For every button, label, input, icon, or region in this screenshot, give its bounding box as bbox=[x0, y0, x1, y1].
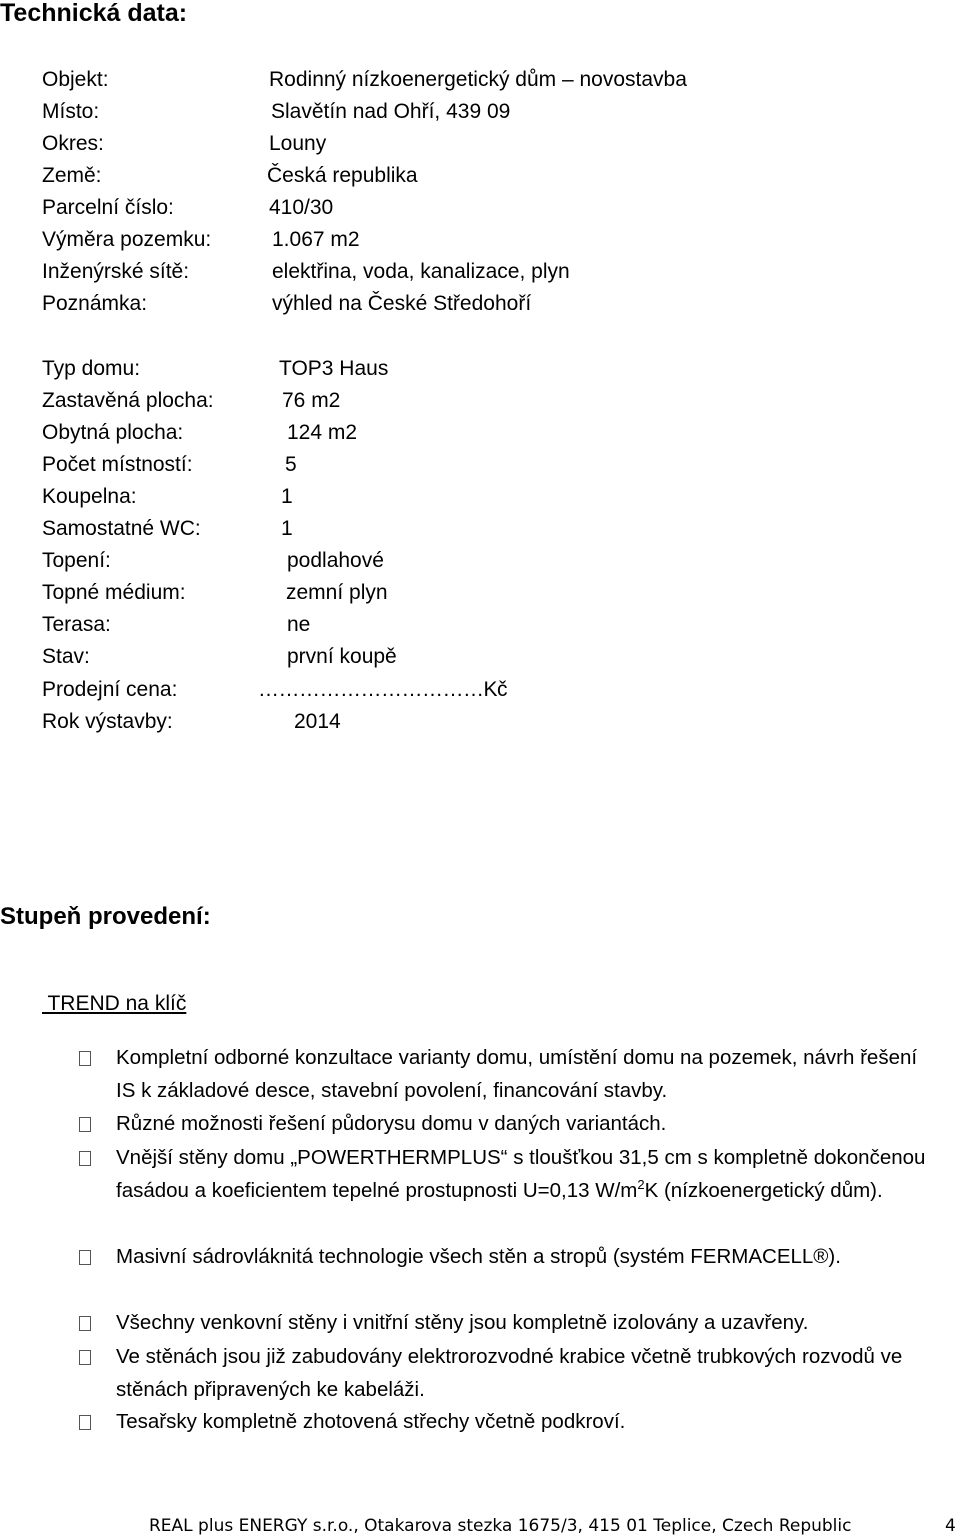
house-value: 1 bbox=[281, 517, 293, 540]
house-value: zemní plyn bbox=[286, 581, 388, 604]
list-item bbox=[79, 1107, 939, 1140]
list-item bbox=[79, 1141, 939, 1207]
bullet-box-icon bbox=[79, 1151, 91, 1166]
bullet-box-icon bbox=[79, 1415, 91, 1430]
bullet-box-icon bbox=[79, 1250, 91, 1265]
list-item bbox=[79, 1041, 939, 1107]
house-label: Topení: bbox=[42, 549, 111, 572]
house-label: Samostatné WC: bbox=[42, 517, 201, 540]
list-item-text: Masivní sádrovláknitá technologie všech stěn a stropů (systém FERMACELL®). bbox=[116, 1245, 841, 1268]
spec-value: Česká republika bbox=[267, 164, 418, 187]
spec-value: výhled na České Středohoří bbox=[272, 292, 532, 315]
house-value: ne bbox=[287, 613, 311, 636]
spec-label: Země: bbox=[42, 164, 102, 187]
house-label: Topné médium: bbox=[42, 581, 186, 604]
house-label: Prodejní cena: bbox=[42, 678, 178, 701]
spec-label: Výměra pozemku: bbox=[42, 228, 212, 251]
house-label: Koupelna: bbox=[42, 485, 137, 508]
list-item-text: Ve stěnách jsou již zabudovány elektrorozvodné krabice včetně trubkových rozvodů ve stěnách připravených ke kabeláži. bbox=[116, 1345, 903, 1401]
house-value: podlahové bbox=[287, 549, 384, 572]
page-heading: Technická data: bbox=[0, 0, 188, 27]
list-item-text: Různé možnosti řešení půdorysu domu v daných variantách. bbox=[116, 1112, 667, 1135]
footer-company: REAL plus ENERGY s.r.o., Otakarova stezka 1675/3, 415 01 Teplice, Czech Republic bbox=[149, 1516, 852, 1536]
section-heading: Stupeň provedení: bbox=[0, 903, 211, 930]
list-item bbox=[79, 1306, 939, 1339]
spec-label: Parcelní číslo: bbox=[42, 196, 174, 219]
spec-value: Slavětín nad Ohří, 439 09 bbox=[271, 100, 511, 123]
bullet-box-icon bbox=[79, 1117, 91, 1132]
house-label: Obytná plocha: bbox=[42, 421, 184, 444]
spec-label: Poznámka: bbox=[42, 292, 148, 315]
list-item-text: Kompletní odborné konzultace varianty domu, umístění domu na pozemek, návrh řešení IS k základové desce, stavební povolení, financování stavby. bbox=[116, 1046, 918, 1102]
spec-value: Louny bbox=[269, 132, 327, 155]
house-value: 2014 bbox=[294, 710, 341, 733]
variant-subheading: TREND na klíč bbox=[42, 992, 187, 1015]
house-label: Počet místností: bbox=[42, 453, 193, 476]
spec-value: elektřina, voda, kanalizace, plyn bbox=[272, 260, 570, 283]
price-value: ……………………………Kč bbox=[258, 678, 508, 701]
spec-value: Rodinný nízkoenergetický dům – novostavba bbox=[269, 68, 687, 91]
spec-label: Objekt: bbox=[42, 68, 109, 91]
spec-label: Místo: bbox=[42, 100, 100, 123]
list-item bbox=[79, 1240, 939, 1273]
bullet-box-icon bbox=[79, 1350, 91, 1365]
page-number: 4 bbox=[945, 1516, 956, 1536]
house-value: 1 bbox=[281, 485, 293, 508]
house-value: TOP3 Haus bbox=[279, 357, 389, 380]
bullet-box-icon bbox=[79, 1051, 91, 1066]
house-label: Stav: bbox=[42, 645, 90, 668]
house-label: Rok výstavby: bbox=[42, 710, 173, 733]
spec-label: Okres: bbox=[42, 132, 104, 155]
list-item-text-tail: K (nízkoenergetický dům). bbox=[644, 1179, 883, 1202]
bullet-box-icon bbox=[79, 1316, 91, 1331]
house-value: 5 bbox=[285, 453, 297, 476]
spec-value: 410/30 bbox=[269, 196, 334, 219]
house-value: 124 m2 bbox=[287, 421, 358, 444]
house-value: 76 m2 bbox=[282, 389, 341, 412]
list-item bbox=[79, 1340, 939, 1406]
house-label: Typ domu: bbox=[42, 357, 141, 380]
superscript: 2 bbox=[637, 1177, 645, 1193]
list-item-text-main: Vnější stěny domu „POWERTHERMPLUS“ s tloušťkou 31,5 cm s kompletně dokončenou fasádou a koeficientem tepelné prostupnosti U=0,13 W/m bbox=[116, 1146, 926, 1202]
spec-value: 1.067 m2 bbox=[272, 228, 360, 251]
house-value: první koupě bbox=[287, 645, 397, 668]
spec-label: Inženýrské sítě: bbox=[42, 260, 190, 283]
list-item bbox=[79, 1405, 939, 1438]
list-item-text: Všechny venkovní stěny i vnitřní stěny jsou kompletně izolovány a uzavřeny. bbox=[116, 1311, 809, 1334]
house-label: Zastavěná plocha: bbox=[42, 389, 214, 412]
house-label: Terasa: bbox=[42, 613, 111, 636]
list-item-text: Tesařsky kompletně zhotovená střechy včetně podkroví. bbox=[116, 1410, 626, 1433]
list-item-text bbox=[116, 1141, 939, 1207]
